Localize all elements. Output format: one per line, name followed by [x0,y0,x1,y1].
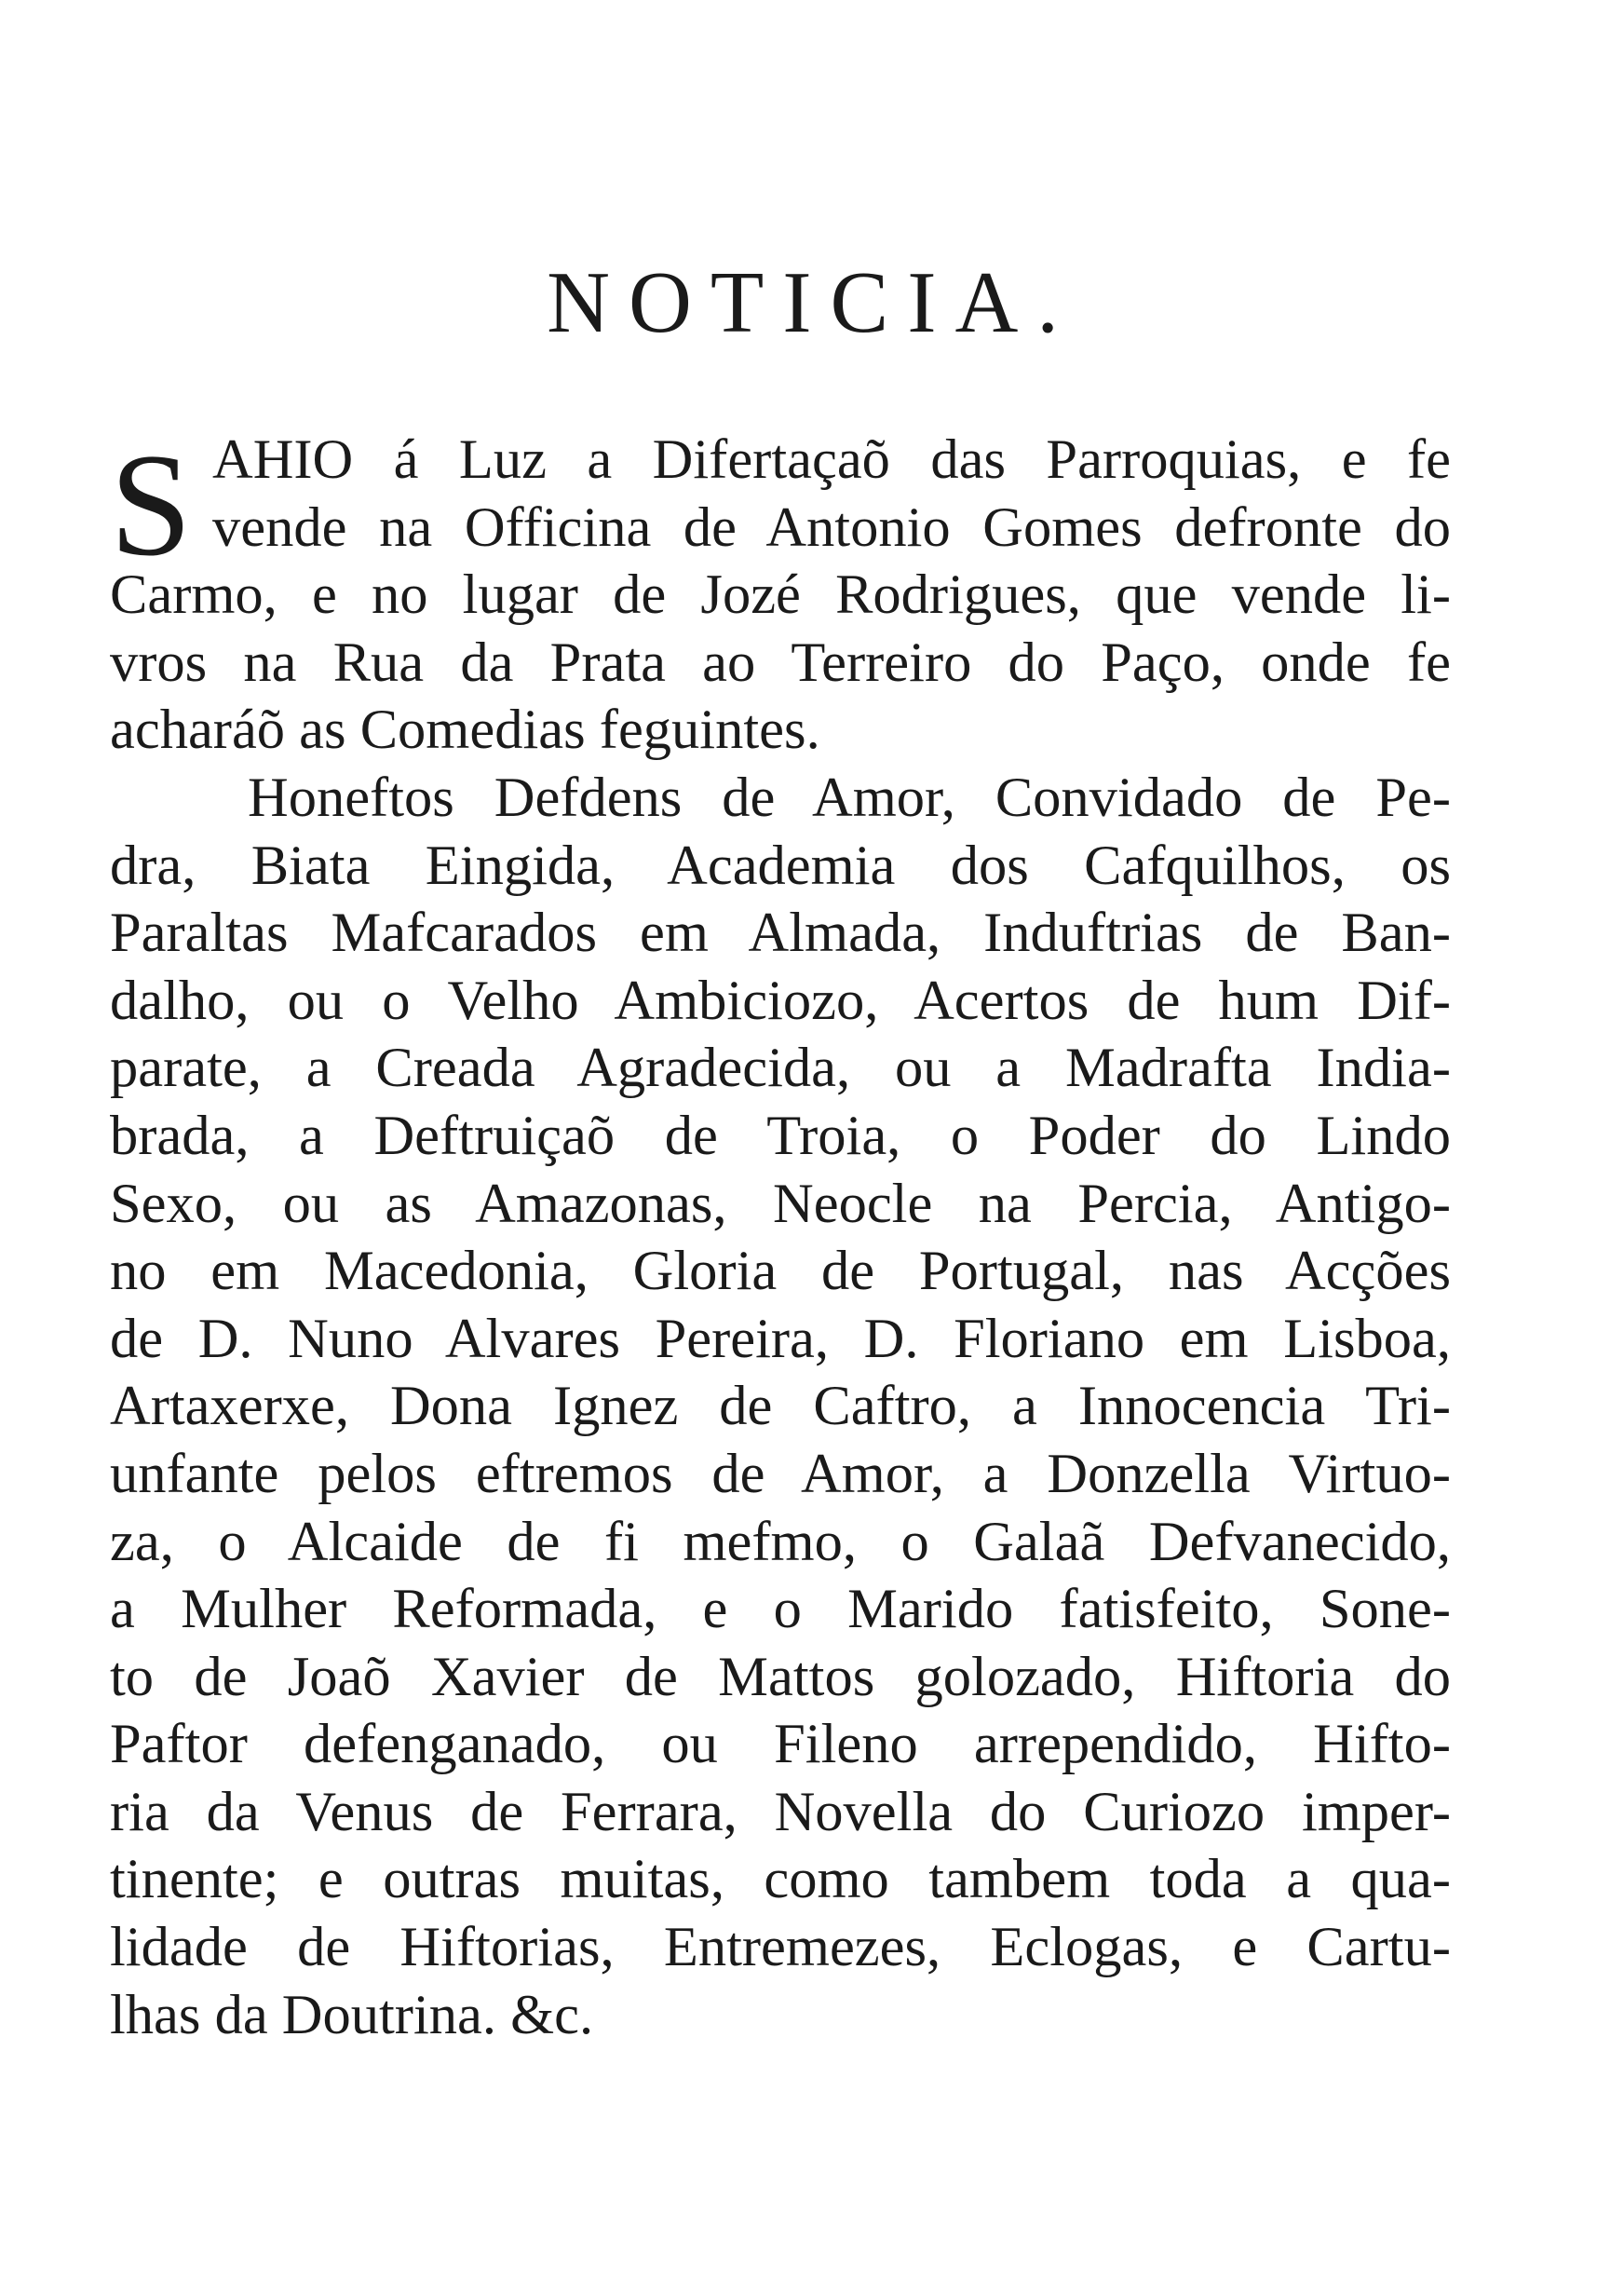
text-line: Paftor defenganado, ou Fileno arrependido, Hifto- [110,1713,1451,1776]
notice-text [110,424,1451,2049]
text-line: dalho, ou o Velho Ambiciozo, Acertos de hum Dif- [110,969,1451,1032]
page-title: NOTICIA. [547,254,1077,351]
text-line: brada, a Deftruiçaõ de Troia, o Poder do Lindo [110,1104,1451,1167]
text-line: no em Macedonia, Gloria de Portugal, nas Acções [110,1240,1451,1303]
text-line: AHIO á Luz a Difertaçaõ das Parroquias, e fe [212,428,1451,491]
text-line: vros na Rua da Prata ao Terreiro do Paço, onde fe [110,631,1451,694]
text-line: Paraltas Mafcarados em Almada, Induftrias de Ban- [110,902,1451,965]
text-line: Carmo, e no lugar de Jozé Rodrigues, que vende li- [110,564,1451,627]
text-line: Sexo, ou as Amazonas, Neocle na Percia, Antigo- [110,1172,1451,1235]
text-line: tinente; e outras muitas, como tambem toda a qua- [110,1848,1451,1911]
text-line: Honeftos Defdens de Amor, Convidado de Pe- [248,766,1451,829]
text-line: acharáõ as Comedias feguintes. [110,699,820,762]
text-line: lhas da Doutrina. &c. [110,1983,594,2046]
text-line: parate, a Creada Agradecida, ou a Madrafta India- [110,1037,1451,1100]
text-line: dra, Biata Eingida, Academia dos Cafquilhos, os [110,834,1451,897]
text-line: za, o Alcaide de fi mefmo, o Galaã Defvanecido, [110,1510,1451,1573]
text-line: unfante pelos eftremos de Amor, a Donzella Virtuo- [110,1442,1451,1505]
text-line: ria da Venus de Ferrara, Novella do Curiozo imper- [110,1780,1451,1843]
text-line: de D. Nuno Alvares Pereira, D. Floriano em Lisboa, [110,1307,1451,1370]
text-line: lidade de Hiftorias, Entremezes, Eclogas, e Cartu- [110,1916,1451,1979]
text-line: Artaxerxe, Dona Ignez de Caftro, a Innocencia Tri- [110,1375,1451,1438]
text-line: a Mulher Reformada, e o Marido fatisfeito, Sone- [110,1578,1451,1641]
drop-cap: S [110,424,192,587]
text-line: to de Joaõ Xavier de Mattos golozado, Hiftoria do [110,1645,1451,1708]
text-line: vende na Officina de Antonio Gomes defronte do [212,496,1451,559]
